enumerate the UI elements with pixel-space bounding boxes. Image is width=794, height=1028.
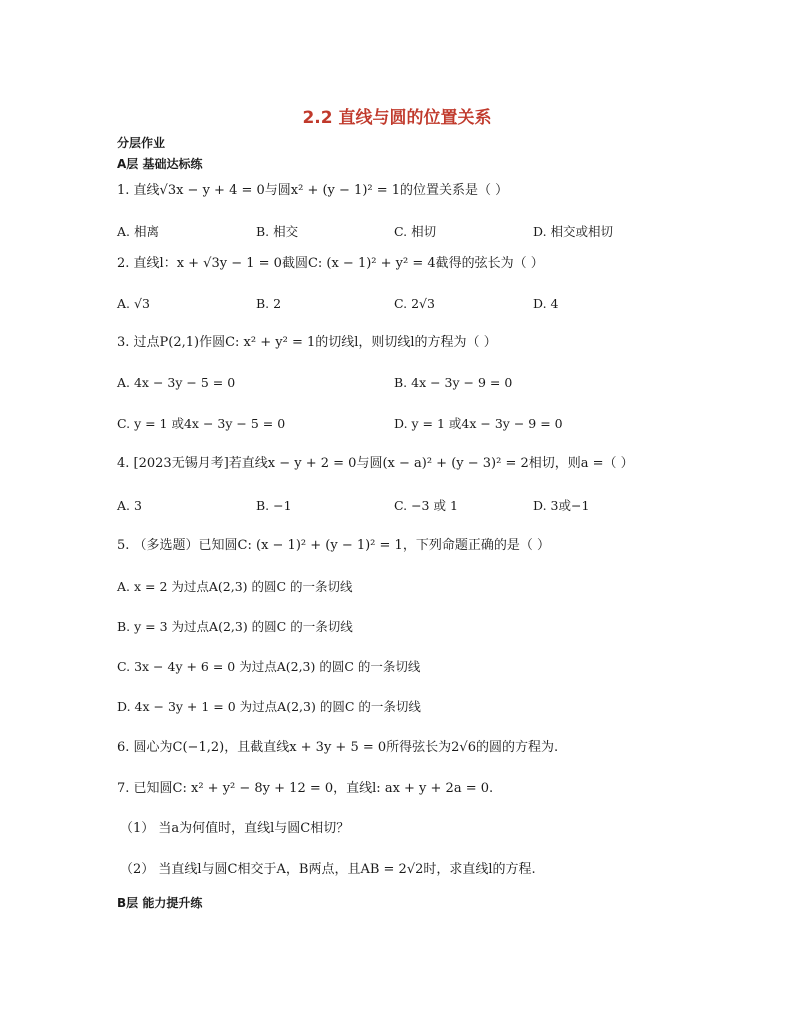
question-3-option-c: C. y = 1 或4x − 3y − 5 = 0 [117,416,286,431]
question-5-option-d: D. 4x − 3y + 1 = 0 为过点A(2,3) 的圆C 的一条切线 [117,699,421,714]
question-2-stem: 2. 直线l：x + √3y − 1 = 0截圆C: (x − 1)² + y² = 4截得的弦长为（ ） [117,256,544,271]
question-4-stem: 4. [2023无锡月考]若直线x − y + 2 = 0与圆(x − a)² + (y − 3)² = 2相切，则a =（ ） [117,456,634,471]
question-1-stem: 1. 直线√3x − y + 4 = 0与圆x² + (y − 1)² = 1的位置关系是（ ） [117,183,509,198]
question-2-option-a: A. √3 [117,296,150,311]
question-5-option-a: A. x = 2 为过点A(2,3) 的圆C 的一条切线 [117,579,353,594]
question-3-option-d: D. y = 1 或4x − 3y − 9 = 0 [394,416,563,431]
question-3-stem: 3. 过点P(2,1)作圆C: x² + y² = 1的切线l，则切线l的方程为（ ） [117,335,497,350]
question-1-option-b: B. 相交 [256,224,299,239]
question-5-option-b: B. y = 3 为过点A(2,3) 的圆C 的一条切线 [117,619,353,634]
question-4-option-c: C. −3 或 1 [394,498,458,513]
page-title: 2.2 直线与圆的位置关系 [302,108,492,128]
question-3-option-b: B. 4x − 3y − 9 = 0 [394,375,513,390]
question-4-option-a: A. 3 [117,498,142,513]
question-1-option-c: C. 相切 [394,224,437,239]
question-7-stem: 7. 已知圆C: x² + y² − 8y + 12 = 0，直线l: ax + y + 2a = 0. [117,781,494,796]
question-2-option-d: D. 4 [533,296,559,311]
question-1-option-d: D. 相交或相切 [533,224,614,239]
level-b-heading: B层 能力提升练 [117,896,203,910]
question-2-option-c: C. 2√3 [394,296,435,311]
question-1-option-a: A. 相离 [117,224,159,239]
question-4-option-b: B. −1 [256,498,292,513]
section-heading: 分层作业 [117,136,166,150]
question-6-stem: 6. 圆心为C(−1,2)，且截直线x + 3y + 5 = 0所得弦长为2√6的圆的方程为. [117,740,559,755]
level-a-heading: A层 基础达标练 [117,157,203,171]
question-3-option-a: A. 4x − 3y − 5 = 0 [117,375,236,390]
question-7-part-2: （2） 当直线l与圆C相交于A，B两点，且AB = 2√2时，求直线l的方程. [120,862,536,877]
question-7-part-1: （1） 当a为何值时，直线l与圆C相切？ [120,821,350,836]
question-2-option-b: B. 2 [256,296,282,311]
question-5-option-c: C. 3x − 4y + 6 = 0 为过点A(2,3) 的圆C 的一条切线 [117,659,421,674]
question-5-stem: 5. （多选题）已知圆C: (x − 1)² + (y − 1)² = 1，下列命题正确的是（ ） [117,538,550,553]
question-4-option-d: D. 3或−1 [533,498,590,513]
